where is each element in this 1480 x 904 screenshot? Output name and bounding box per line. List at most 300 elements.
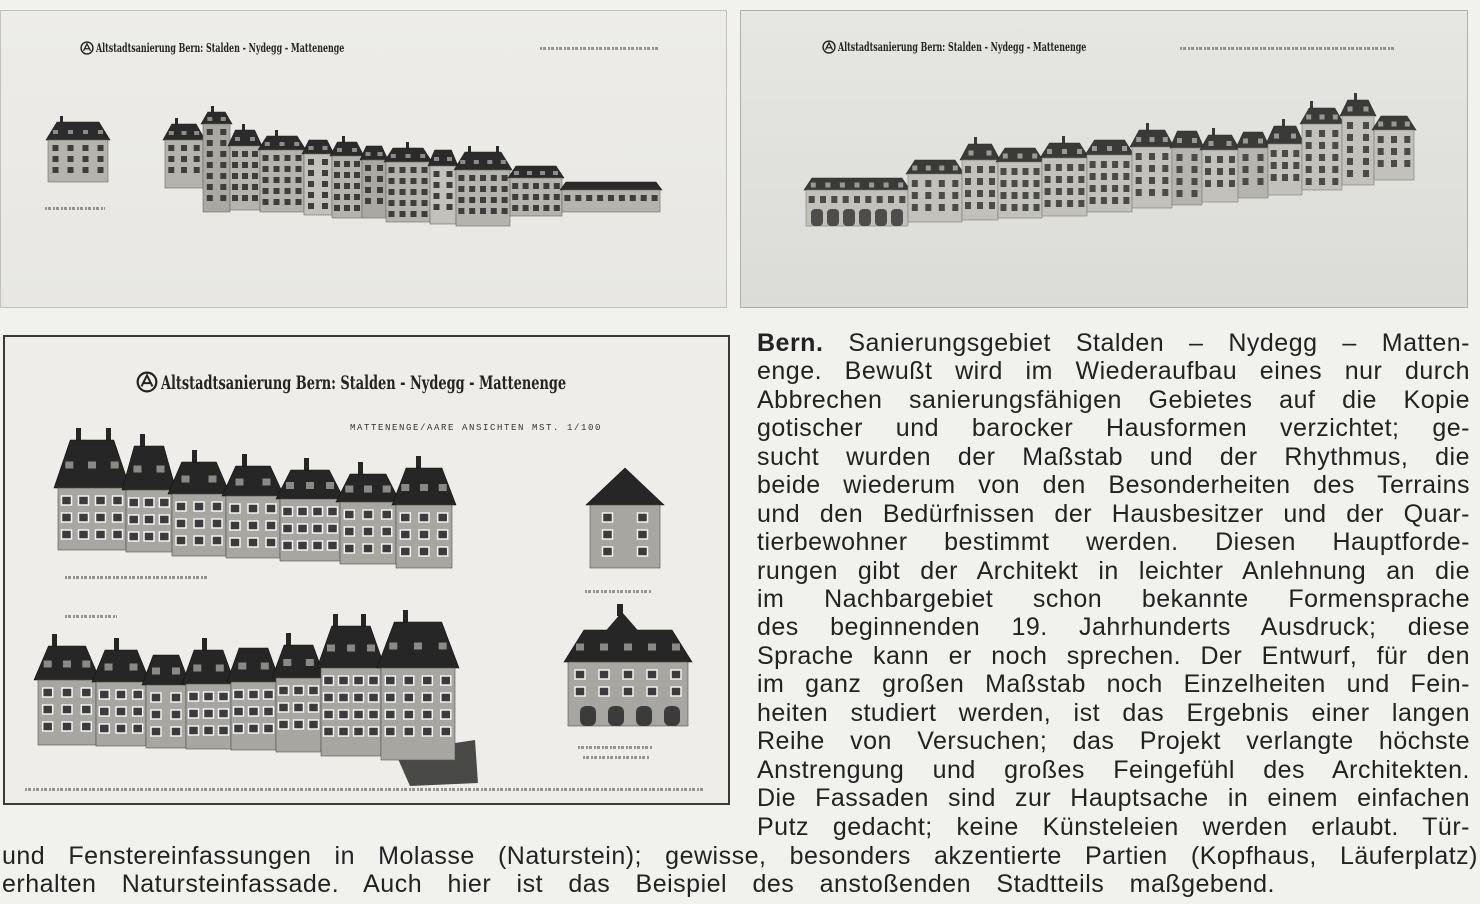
window: [599, 670, 609, 679]
illegible-caption: [540, 47, 660, 50]
window: [1045, 188, 1051, 195]
window: [1332, 166, 1338, 173]
dormer-window: [44, 661, 52, 668]
window: [285, 177, 291, 183]
window: [389, 178, 395, 184]
window: [344, 510, 354, 519]
roof: [182, 650, 235, 684]
window: [194, 145, 200, 151]
window: [820, 196, 826, 203]
window: [334, 183, 340, 189]
window: [1205, 180, 1211, 187]
dormer-window: [182, 131, 187, 135]
window: [586, 195, 592, 201]
window: [438, 530, 448, 539]
window: [62, 705, 72, 714]
window: [1078, 176, 1084, 183]
window: [854, 196, 860, 203]
dormer-window: [527, 171, 532, 175]
window: [1363, 134, 1369, 141]
window: [68, 145, 74, 151]
dormer-window: [306, 482, 314, 489]
window: [234, 690, 244, 699]
window: [564, 195, 570, 201]
window: [207, 184, 213, 190]
window: [344, 172, 350, 178]
dormer-window: [378, 152, 383, 156]
row-house: [222, 454, 284, 558]
window: [422, 710, 432, 719]
window: [422, 676, 432, 685]
row-house: [454, 146, 512, 226]
window: [1258, 154, 1264, 161]
window: [274, 177, 280, 183]
dormer-window: [98, 130, 103, 134]
window: [447, 171, 453, 177]
window: [334, 194, 340, 200]
dormer-window: [88, 462, 96, 469]
row-house: [1130, 123, 1174, 208]
dormer-window: [326, 482, 334, 489]
gabled-house: [586, 468, 664, 568]
window: [411, 211, 417, 217]
text-line: beide wiederum von den Besonderheiten des Terrains: [757, 471, 1470, 499]
row-house: [906, 160, 964, 222]
window: [113, 496, 123, 505]
window: [1034, 204, 1040, 211]
row-house: [1170, 131, 1204, 205]
window: [1347, 158, 1353, 165]
window: [1378, 136, 1384, 143]
window: [1282, 162, 1288, 169]
window: [181, 145, 187, 151]
window: [219, 726, 229, 735]
window: [1090, 185, 1096, 192]
dormer-window: [884, 183, 889, 188]
plate-top-right: [740, 10, 1468, 308]
window: [1293, 150, 1299, 157]
text-line: heiten studiert werden, ist das Ergebnis einer langen: [757, 699, 1470, 727]
window: [207, 151, 213, 157]
window: [116, 724, 126, 733]
window: [62, 513, 72, 522]
window: [575, 670, 585, 679]
window: [230, 504, 240, 513]
window: [543, 205, 549, 211]
doorway: [580, 706, 596, 726]
window: [377, 165, 383, 171]
window: [248, 504, 258, 513]
window: [491, 175, 497, 181]
plate-subtitle: MATTENENGE/AARE ANSICHTEN MST. 1/100: [350, 423, 603, 433]
window: [458, 186, 464, 192]
window: [204, 726, 214, 735]
dormer-window: [648, 644, 656, 651]
window: [1149, 165, 1155, 172]
window: [400, 167, 406, 173]
window: [1391, 148, 1397, 155]
window: [79, 513, 89, 522]
window: [389, 200, 395, 206]
window: [512, 183, 518, 189]
dormer-window: [134, 466, 142, 473]
window: [575, 195, 581, 201]
window: [99, 707, 109, 716]
window: [1332, 142, 1338, 149]
dormer-window: [1047, 149, 1052, 154]
window: [334, 172, 340, 178]
window: [116, 690, 126, 699]
window: [441, 693, 451, 702]
window: [385, 710, 395, 719]
window: [264, 707, 274, 716]
window: [1319, 178, 1325, 185]
elevation-drawing-bottom: [3, 335, 730, 805]
window: [458, 175, 464, 181]
window: [219, 709, 229, 718]
dormer-window: [1333, 115, 1338, 120]
window: [79, 496, 89, 505]
window: [533, 194, 539, 200]
plate-heading: Altstadtsanierung Bern: Stalden - Nydegg - Mattenenge: [161, 372, 567, 394]
window: [554, 194, 560, 200]
window: [1149, 153, 1155, 160]
dormer-window: [987, 151, 992, 156]
window: [543, 183, 549, 189]
window: [248, 521, 258, 530]
window: [252, 173, 258, 179]
window: [298, 507, 308, 516]
window: [1306, 154, 1312, 161]
window: [1090, 173, 1096, 180]
row-house: [317, 614, 385, 756]
window: [1404, 148, 1410, 155]
dormer-window: [65, 462, 73, 469]
window: [512, 205, 518, 211]
window: [207, 173, 213, 179]
window: [989, 202, 995, 209]
dormer-window: [1107, 146, 1112, 151]
window: [230, 521, 240, 530]
chimney: [617, 604, 623, 616]
dormer-window: [1274, 134, 1279, 139]
window: [523, 183, 529, 189]
window: [232, 151, 238, 157]
dormer-window: [105, 664, 113, 671]
window: [176, 519, 186, 528]
window: [1205, 168, 1211, 175]
window: [400, 189, 406, 195]
dormer-window: [345, 486, 353, 493]
dormer-window: [1291, 134, 1296, 139]
dormer-window: [367, 645, 375, 652]
window: [363, 510, 373, 519]
central-gable: [596, 612, 648, 642]
arcade-arch: [875, 209, 887, 226]
roof: [272, 645, 325, 678]
dormer-window: [68, 130, 73, 134]
dormer-window: [1243, 139, 1248, 144]
dormer-window: [600, 644, 608, 651]
window: [129, 515, 139, 524]
dormer-window: [221, 117, 226, 121]
window: [1045, 176, 1051, 183]
window: [168, 167, 174, 173]
window: [385, 693, 395, 702]
window: [419, 547, 429, 556]
window: [283, 541, 293, 550]
row-house: [163, 118, 205, 188]
window: [339, 693, 349, 702]
roof: [228, 130, 262, 146]
window: [354, 194, 360, 200]
dormer-window: [540, 171, 545, 175]
roof: [227, 648, 280, 682]
window: [113, 530, 123, 539]
window: [1162, 165, 1168, 172]
window: [159, 515, 169, 524]
window: [1306, 142, 1312, 149]
window: [242, 195, 248, 201]
dormer-window: [283, 659, 291, 666]
text-line: Anstrengung und großes Feingefühl des Architekten.: [757, 756, 1470, 784]
window: [1363, 146, 1369, 153]
window: [81, 722, 91, 731]
window: [242, 151, 248, 157]
window: [1001, 192, 1007, 199]
window: [43, 688, 53, 697]
dormer-window: [250, 137, 255, 141]
roof: [360, 146, 388, 160]
window: [369, 727, 379, 736]
plate-bottom: [3, 335, 730, 805]
window: [264, 724, 274, 733]
window: [344, 205, 350, 211]
emblem-icon: [822, 40, 836, 54]
roof: [1170, 131, 1204, 148]
window: [422, 693, 432, 702]
window: [441, 727, 451, 736]
window: [344, 527, 354, 536]
text-line: Putz gedacht; keine Künsteleien werden erlaubt. Tür-: [757, 813, 1470, 841]
dormer-window: [624, 644, 632, 651]
window: [1404, 136, 1410, 143]
roof: [1266, 126, 1304, 144]
row-house: [804, 178, 910, 226]
window: [400, 530, 410, 539]
text-line-rest: Sanierungsgebiet Stalden – Nydegg – Matten-: [848, 329, 1471, 357]
illegible-caption: [65, 615, 117, 618]
window: [1282, 150, 1288, 157]
window: [939, 204, 945, 211]
row-house: [960, 137, 1000, 220]
window: [638, 547, 648, 556]
text-line: im Nachbargebiet schon bekannte Formensprache: [757, 585, 1470, 613]
window: [354, 676, 364, 685]
dormer-window: [263, 479, 271, 486]
window: [266, 538, 276, 547]
window: [1123, 161, 1129, 168]
window: [422, 189, 428, 195]
emblem-icon: [80, 41, 94, 55]
dormer-window: [130, 664, 138, 671]
dormer-window: [406, 154, 411, 158]
window: [480, 208, 486, 214]
window: [248, 538, 258, 547]
window: [68, 156, 74, 162]
window: [232, 195, 238, 201]
window: [151, 693, 161, 702]
window: [469, 208, 475, 214]
window: [382, 527, 392, 536]
window: [151, 710, 161, 719]
window: [623, 670, 633, 679]
illegible-caption: [583, 756, 650, 759]
row-house: [1300, 101, 1344, 190]
window: [1123, 185, 1129, 192]
window: [1101, 161, 1107, 168]
row-house: [377, 610, 459, 760]
window: [422, 167, 428, 173]
dormer-window: [420, 154, 425, 158]
roof: [222, 466, 284, 496]
dormer-window: [414, 643, 422, 650]
window: [1192, 166, 1198, 173]
row-house: [508, 166, 564, 216]
window: [144, 515, 154, 524]
window: [334, 205, 340, 211]
dormer-window: [840, 183, 845, 188]
window: [965, 166, 971, 173]
window: [62, 530, 72, 539]
window: [965, 178, 971, 185]
roof: [1340, 100, 1376, 116]
dormer-window: [439, 643, 447, 650]
window: [133, 724, 143, 733]
window: [952, 180, 958, 187]
plate-heading: Altstadtsanierung Bern: Stalden - Nydegg - Mattenenge: [838, 40, 1087, 54]
dormer-window: [157, 466, 165, 473]
window: [249, 707, 259, 716]
window: [328, 541, 338, 550]
window: [234, 707, 244, 716]
dormer-window: [401, 484, 409, 491]
window: [62, 496, 72, 505]
window: [377, 198, 383, 204]
window: [502, 208, 508, 214]
window: [1177, 154, 1183, 161]
window: [369, 710, 379, 719]
window: [99, 690, 109, 699]
dormer-window: [182, 476, 190, 483]
window: [389, 189, 395, 195]
dormer-window: [236, 479, 244, 486]
dormer-window: [576, 644, 584, 651]
window: [133, 690, 143, 699]
window: [279, 720, 289, 729]
window: [382, 510, 392, 519]
window: [404, 727, 414, 736]
roof: [1200, 135, 1240, 150]
window: [296, 177, 302, 183]
dormer-window: [474, 160, 479, 164]
row-house: [1236, 132, 1270, 198]
plate-heading: Altstadtsanierung Bern: Stalden - Nydegg - Mattenenge: [96, 41, 345, 55]
window: [608, 195, 614, 201]
window: [512, 194, 518, 200]
window: [377, 176, 383, 182]
text-line: und den Bedürfnissen der Hausbesitzer und der Quar-: [757, 500, 1470, 528]
window: [207, 162, 213, 168]
window: [43, 705, 53, 714]
window: [309, 686, 319, 695]
row-house: [258, 130, 306, 212]
window: [339, 727, 349, 736]
dormer-window: [169, 131, 174, 135]
window: [575, 687, 585, 696]
window: [369, 693, 379, 702]
row-house: [122, 434, 176, 552]
window: [113, 513, 123, 522]
window: [159, 498, 169, 507]
elevation-drawing-top-right: [740, 10, 1468, 308]
window: [434, 182, 440, 188]
arcade-arch: [859, 209, 871, 226]
window: [400, 513, 410, 522]
facade: [1342, 116, 1374, 185]
window: [1123, 197, 1129, 204]
window: [1136, 153, 1142, 160]
window: [212, 519, 222, 528]
text-line: im ganz großen Maßstab noch Einzelheiten und Fein-: [757, 670, 1470, 698]
dormer-window: [1227, 141, 1232, 146]
window: [1192, 190, 1198, 197]
dormer-window: [439, 484, 447, 491]
dormer-window: [323, 146, 328, 150]
window: [294, 686, 304, 695]
text-line: erhalten Natursteinfassade. Auch hier ist das Beispiel des anstoßenden Stadtteils maßgebend.: [2, 870, 1275, 898]
window: [1136, 177, 1142, 184]
window: [1306, 130, 1312, 137]
dormer-window: [1258, 139, 1263, 144]
window: [438, 547, 448, 556]
window: [1067, 200, 1073, 207]
window: [308, 170, 314, 176]
dormer-window: [337, 148, 342, 152]
window: [434, 204, 440, 210]
window: [400, 211, 406, 217]
window: [385, 676, 395, 685]
window: [1378, 160, 1384, 167]
dormer-window: [447, 157, 452, 161]
text-line: enge. Bewußt wird im Wiederaufbau eines nur durch: [757, 357, 1470, 385]
dormer-window: [939, 166, 944, 171]
dormer-window: [152, 668, 160, 675]
window: [1177, 190, 1183, 197]
window: [252, 162, 258, 168]
doorway: [664, 706, 680, 726]
window: [411, 200, 417, 206]
window: [363, 544, 373, 553]
window: [62, 688, 72, 697]
window: [400, 178, 406, 184]
window: [1090, 161, 1096, 168]
window: [354, 727, 364, 736]
window: [1162, 189, 1168, 196]
window: [344, 544, 354, 553]
window: [242, 173, 248, 179]
window: [1217, 168, 1223, 175]
